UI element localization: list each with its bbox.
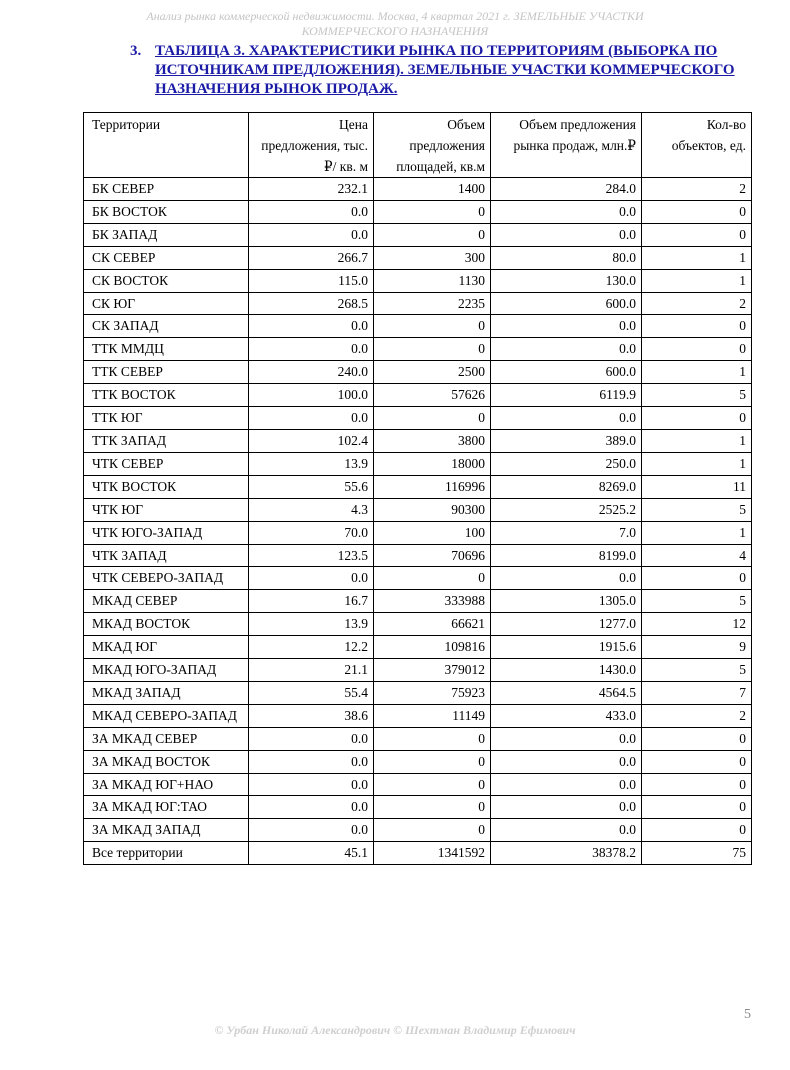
cell-volume: 4564.5 [491,681,642,704]
cell-territory: МКАД ЗАПАД [84,681,249,704]
cell-volume: 284.0 [491,178,642,201]
cell-area: 1400 [374,178,491,201]
cell-territory: ЧТК СЕВЕР [84,452,249,475]
cell-volume: 8199.0 [491,544,642,567]
cell-area: 0 [374,200,491,223]
cell-count: 7 [642,681,752,704]
cell-volume: 0.0 [491,200,642,223]
cell-territory: БК СЕВЕР [84,178,249,201]
cell-count: 9 [642,636,752,659]
cell-volume: 2525.2 [491,498,642,521]
cell-count: 4 [642,544,752,567]
cell-volume: 80.0 [491,246,642,269]
table-row [84,567,752,590]
header-area: Объем предложения площадей, кв.м [374,113,491,178]
cell-territory: ТТК ММДЦ [84,338,249,361]
cell-price: 0.0 [249,223,374,246]
section-number: 3. [130,43,142,59]
cell-count: 2 [642,292,752,315]
cell-count: 0 [642,315,752,338]
cell-area: 90300 [374,498,491,521]
cell-volume: 0.0 [491,338,642,361]
cell-volume: 0.0 [491,727,642,750]
table-row [84,338,752,361]
table-row [84,452,752,475]
cell-price: 0.0 [249,773,374,796]
cell-territory: МКАД ВОСТОК [84,613,249,636]
cell-price: 45.1 [249,842,374,865]
table-row [84,659,752,682]
cell-price: 12.2 [249,636,374,659]
cell-area: 0 [374,773,491,796]
cell-area: 116996 [374,475,491,498]
cell-territory: ЗА МКАД ВОСТОК [84,750,249,773]
table-row [84,269,752,292]
cell-area: 0 [374,315,491,338]
table-row [84,475,752,498]
page-header [0,9,790,39]
cell-volume: 389.0 [491,429,642,452]
table-row [84,429,752,452]
section-title-text: ТАБЛИЦА 3. ХАРАКТЕРИСТИКИ РЫНКА ПО ТЕРРИТОРИЯМ (ВЫБОРКА ПО ИСТОЧНИКАМ ПРЕДЛОЖЕНИЯ). ЗЕМЕЛЬНЫЕ УЧАСТКИ КОММЕРЧЕСКОГО НАЗНАЧЕНИЯ РЫНОК ПРОДАЖ. [155,43,735,97]
cell-price: 13.9 [249,613,374,636]
cell-volume: 0.0 [491,773,642,796]
cell-price: 4.3 [249,498,374,521]
cell-area: 66621 [374,613,491,636]
table-row [84,292,752,315]
header-price: Цена предложения, тыс.₽/ кв. м [249,113,374,178]
cell-territory: ЧТК ЗАПАД [84,544,249,567]
cell-area: 18000 [374,452,491,475]
cell-volume: 1430.0 [491,659,642,682]
cell-price: 0.0 [249,567,374,590]
cell-territory: СК ВОСТОК [84,269,249,292]
table-row [84,750,752,773]
table-row [84,819,752,842]
cell-area: 0 [374,223,491,246]
cell-territory: ЗА МКАД ЮГ+НАО [84,773,249,796]
cell-volume: 250.0 [491,452,642,475]
cell-area: 3800 [374,429,491,452]
cell-count: 0 [642,338,752,361]
cell-volume: 0.0 [491,567,642,590]
cell-volume: 38378.2 [491,842,642,865]
cell-price: 0.0 [249,407,374,430]
table-row [84,727,752,750]
cell-count: 5 [642,590,752,613]
cell-price: 266.7 [249,246,374,269]
cell-territory: ЧТК СЕВЕРО-ЗАПАД [84,567,249,590]
cell-count: 0 [642,750,752,773]
cell-territory: МКАД СЕВЕР [84,590,249,613]
cell-volume: 8269.0 [491,475,642,498]
cell-price: 0.0 [249,315,374,338]
cell-volume: 0.0 [491,223,642,246]
cell-area: 1341592 [374,842,491,865]
table-row [84,384,752,407]
cell-count: 0 [642,796,752,819]
cell-area: 0 [374,750,491,773]
cell-volume: 7.0 [491,521,642,544]
cell-territory: ЗА МКАД ЮГ:ТАО [84,796,249,819]
cell-area: 0 [374,819,491,842]
cell-count: 2 [642,178,752,201]
cell-volume: 600.0 [491,361,642,384]
cell-count: 1 [642,429,752,452]
cell-count: 0 [642,200,752,223]
cell-volume: 0.0 [491,819,642,842]
table-row [84,681,752,704]
cell-count: 0 [642,223,752,246]
table-body [84,178,752,865]
cell-area: 2235 [374,292,491,315]
cell-price: 55.4 [249,681,374,704]
cell-price: 0.0 [249,727,374,750]
page-footer: © Урбан Николай Александрович © Шехтман Владимир Ефимович [214,1023,576,1037]
cell-territory: ЧТК ЮГ [84,498,249,521]
table-row [84,315,752,338]
table-row [84,636,752,659]
cell-area: 333988 [374,590,491,613]
cell-area: 11149 [374,704,491,727]
cell-territory: ЗА МКАД СЕВЕР [84,727,249,750]
cell-count: 5 [642,384,752,407]
cell-count: 1 [642,361,752,384]
cell-area: 2500 [374,361,491,384]
table-row [84,704,752,727]
cell-territory: БК ВОСТОК [84,200,249,223]
cell-price: 102.4 [249,429,374,452]
cell-area: 57626 [374,384,491,407]
table-row [84,613,752,636]
cell-count: 0 [642,567,752,590]
cell-area: 1130 [374,269,491,292]
cell-volume: 6119.9 [491,384,642,407]
cell-count: 0 [642,407,752,430]
cell-area: 0 [374,407,491,430]
table-row [84,200,752,223]
cell-area: 300 [374,246,491,269]
cell-territory: ЗА МКАД ЗАПАД [84,819,249,842]
cell-price: 115.0 [249,269,374,292]
cell-count: 5 [642,498,752,521]
cell-territory: МКАД СЕВЕРО-ЗАПАД [84,704,249,727]
cell-volume: 433.0 [491,704,642,727]
cell-price: 100.0 [249,384,374,407]
table-row [84,773,752,796]
table-row [84,178,752,201]
cell-count: 1 [642,521,752,544]
cell-volume: 1915.6 [491,636,642,659]
cell-volume: 1305.0 [491,590,642,613]
cell-territory: ТТК ЗАПАД [84,429,249,452]
cell-area: 0 [374,567,491,590]
cell-territory: СК ЮГ [84,292,249,315]
cell-territory: ТТК ВОСТОК [84,384,249,407]
cell-price: 232.1 [249,178,374,201]
cell-territory: ТТК СЕВЕР [84,361,249,384]
cell-area: 379012 [374,659,491,682]
table-row [84,223,752,246]
cell-territory: БК ЗАПАД [84,223,249,246]
cell-price: 268.5 [249,292,374,315]
table-row [84,544,752,567]
cell-count: 2 [642,704,752,727]
cell-area: 0 [374,727,491,750]
cell-count: 11 [642,475,752,498]
cell-count: 1 [642,269,752,292]
cell-volume: 0.0 [491,407,642,430]
header-line-2: КОММЕРЧЕСКОГО НАЗНАЧЕНИЯ [301,24,489,38]
cell-volume: 600.0 [491,292,642,315]
cell-area: 0 [374,338,491,361]
cell-price: 0.0 [249,200,374,223]
cell-price: 0.0 [249,750,374,773]
cell-price: 0.0 [249,796,374,819]
cell-territory: ТТК ЮГ [84,407,249,430]
header-count: Кол-во объектов, ед. [642,113,752,178]
table-row [84,590,752,613]
cell-area: 0 [374,796,491,819]
cell-area: 70696 [374,544,491,567]
cell-territory: Все территории [84,842,249,865]
cell-volume: 130.0 [491,269,642,292]
cell-price: 13.9 [249,452,374,475]
header-territory: Территории [84,113,249,178]
cell-volume: 0.0 [491,750,642,773]
cell-price: 0.0 [249,338,374,361]
header-volume: Объем предложения рынка продаж, млн.₽ [491,113,642,178]
cell-price: 70.0 [249,521,374,544]
cell-volume: 0.0 [491,796,642,819]
cell-area: 109816 [374,636,491,659]
cell-count: 75 [642,842,752,865]
table-row [84,498,752,521]
header-line-1: Анализ рынка коммерческой недвижимости. Москва, 4 квартал 2021 г. ЗЕМЕЛЬНЫЕ УЧАСТКИ [146,9,644,23]
cell-area: 75923 [374,681,491,704]
cell-price: 55.6 [249,475,374,498]
cell-territory: ЧТК ВОСТОК [84,475,249,498]
table-row [84,521,752,544]
cell-count: 0 [642,773,752,796]
cell-volume: 0.0 [491,315,642,338]
table-row [84,246,752,269]
cell-price: 240.0 [249,361,374,384]
table-row [84,842,752,865]
cell-count: 0 [642,727,752,750]
cell-territory: МКАД ЮГ [84,636,249,659]
table-row [84,407,752,430]
table-row [84,796,752,819]
table-row [84,361,752,384]
cell-territory: ЧТК ЮГО-ЗАПАД [84,521,249,544]
cell-count: 1 [642,452,752,475]
cell-volume: 1277.0 [491,613,642,636]
cell-count: 0 [642,819,752,842]
cell-price: 16.7 [249,590,374,613]
cell-price: 38.6 [249,704,374,727]
cell-territory: СК ЗАПАД [84,315,249,338]
cell-count: 5 [642,659,752,682]
section-title [130,42,750,99]
cell-price: 21.1 [249,659,374,682]
page-number: 5 [744,1007,751,1022]
cell-territory: СК СЕВЕР [84,246,249,269]
market-table [83,112,752,865]
table-header-row [84,113,752,178]
cell-area: 100 [374,521,491,544]
cell-count: 1 [642,246,752,269]
cell-territory: МКАД ЮГО-ЗАПАД [84,659,249,682]
cell-count: 12 [642,613,752,636]
cell-price: 0.0 [249,819,374,842]
cell-price: 123.5 [249,544,374,567]
